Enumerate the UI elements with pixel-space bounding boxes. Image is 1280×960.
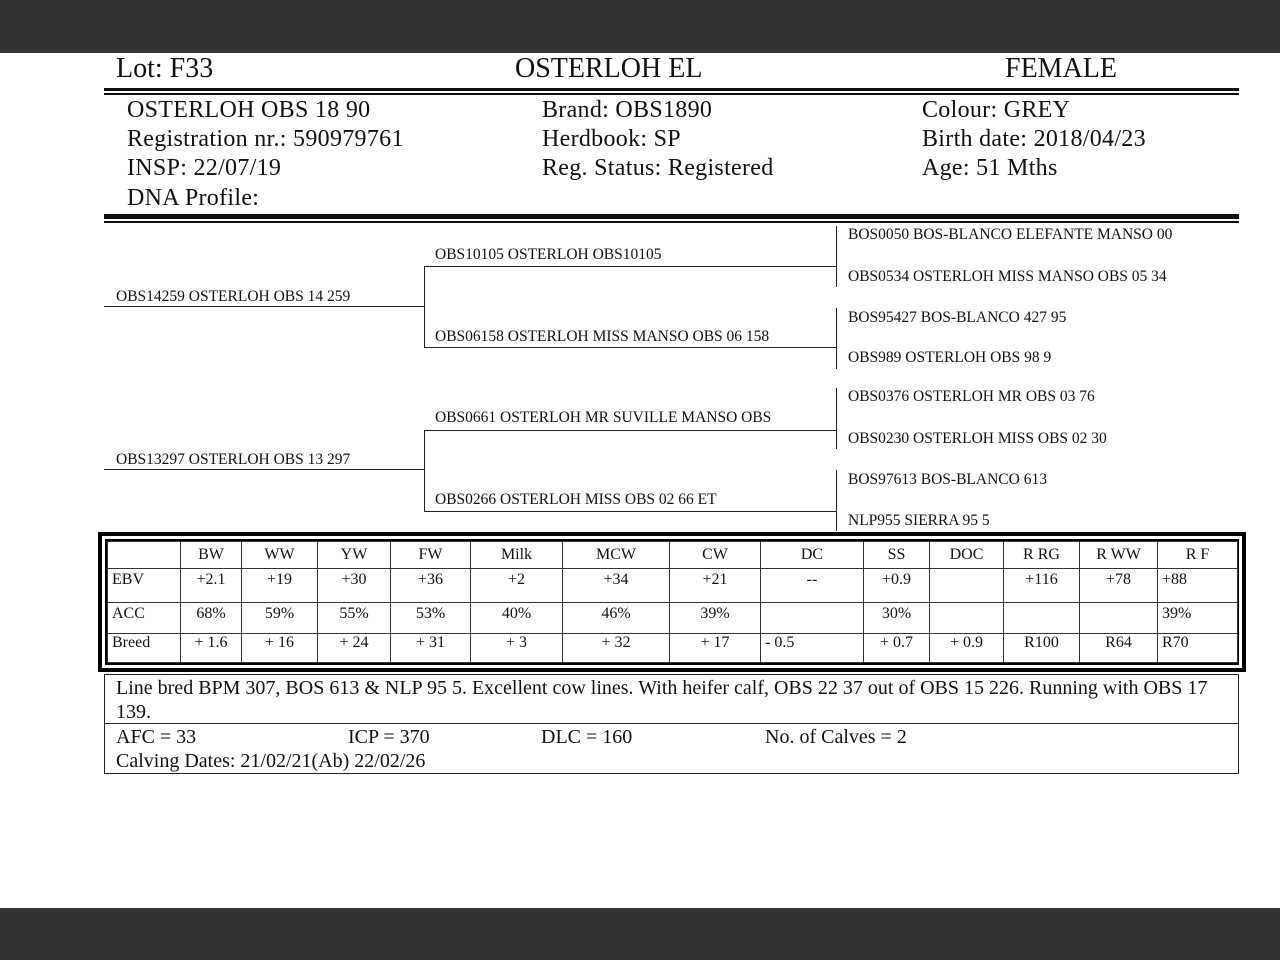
- animal-name: OSTERLOH OBS 18 90: [127, 97, 371, 123]
- table-cell: + 1.6: [181, 634, 242, 663]
- performance-header-row: [108, 542, 1238, 569]
- table-cell: + 24: [318, 634, 391, 663]
- table-cell: +78: [1080, 569, 1158, 603]
- dam-bracket: [424, 430, 425, 512]
- dlc-value: DLC = 160: [541, 726, 633, 748]
- table-cell: +36: [391, 569, 471, 603]
- dna-profile: DNA Profile:: [127, 185, 260, 211]
- table-cell: 30%: [864, 603, 930, 634]
- sire-line: [104, 306, 424, 307]
- header-rule: [104, 88, 1239, 91]
- ggp-1: BOS0050 BOS-BLANCO ELEFANTE MANSO 00: [848, 226, 1173, 243]
- sire-bracket: [424, 266, 425, 348]
- table-cell: 46%: [563, 603, 670, 634]
- calves-count: No. of Calves = 2: [765, 726, 907, 748]
- table-cell: + 17: [670, 634, 761, 663]
- ggp-6: OBS0230 OSTERLOH MISS OBS 02 30: [848, 430, 1107, 447]
- comments-divider: [104, 723, 1239, 724]
- row-label: EBV: [108, 569, 181, 603]
- ggp-bracket-1: [836, 226, 837, 287]
- ggp-bracket-3: [836, 388, 837, 449]
- header-cell: BW: [181, 542, 242, 569]
- afc-value: AFC = 33: [116, 726, 197, 748]
- ggp-4: OBS989 OSTERLOH OBS 98 9: [848, 349, 1052, 366]
- table-cell: +19: [242, 569, 318, 603]
- table-cell: 68%: [181, 603, 242, 634]
- table-cell: 39%: [1158, 603, 1238, 634]
- table-cell: + 32: [563, 634, 670, 663]
- ggp-bracket-2: [836, 308, 837, 369]
- pedigree-sire: OBS14259 OSTERLOH OBS 14 259: [116, 288, 351, 305]
- dam-dam-line: [424, 511, 836, 512]
- header-cell: FW: [391, 542, 471, 569]
- ggp-bracket-4: [836, 470, 837, 531]
- ggp-2: OBS0534 OSTERLOH MISS MANSO OBS 05 34: [848, 268, 1167, 285]
- header-cell: Milk: [471, 542, 563, 569]
- table-cell: + 0.7: [864, 634, 930, 663]
- table-cell: 55%: [318, 603, 391, 634]
- bottom-bar: [0, 908, 1280, 960]
- table-cell: [1004, 603, 1080, 634]
- registration-number: Registration nr.: 590979761: [127, 126, 404, 152]
- table-cell: --: [761, 569, 864, 603]
- registration-status: Reg. Status: Registered: [542, 155, 774, 181]
- table-row-acc: [108, 603, 1238, 634]
- top-bar: [0, 0, 1280, 53]
- sire-sire-line: [424, 266, 836, 267]
- ggp-5: OBS0376 OSTERLOH MR OBS 03 76: [848, 388, 1095, 405]
- table-cell: + 3: [471, 634, 563, 663]
- performance-table: [107, 541, 1238, 663]
- table-cell: 53%: [391, 603, 471, 634]
- table-cell: +116: [1004, 569, 1080, 603]
- ggp-8: NLP955 SIERRA 95 5: [848, 512, 990, 529]
- table-cell: R64: [1080, 634, 1158, 663]
- table-cell: 59%: [242, 603, 318, 634]
- header-cell: SS: [864, 542, 930, 569]
- herdbook: Herdbook: SP: [542, 126, 681, 152]
- table-cell: 40%: [471, 603, 563, 634]
- pedigree-dam-sire: OBS0661 OSTERLOH MR SUVILLE MANSO OBS: [435, 409, 772, 426]
- pedigree-dam: OBS13297 OSTERLOH OBS 13 297: [116, 451, 351, 468]
- header-cell: DOC: [930, 542, 1004, 569]
- table-row-breed: [108, 634, 1238, 663]
- header-cell: WW: [242, 542, 318, 569]
- table-cell: R100: [1004, 634, 1080, 663]
- row-label: ACC: [108, 603, 181, 634]
- icp-value: ICP = 370: [348, 726, 430, 748]
- table-cell: +21: [670, 569, 761, 603]
- dam-line: [104, 469, 424, 470]
- sex-label: FEMALE: [1005, 53, 1117, 84]
- table-cell: + 31: [391, 634, 471, 663]
- table-cell: +88: [1158, 569, 1238, 603]
- pedigree-dam-dam: OBS0266 OSTERLOH MISS OBS 02 66 ET: [435, 491, 717, 508]
- header-cell: DC: [761, 542, 864, 569]
- info-rule: [104, 214, 1239, 219]
- table-cell: + 0.9: [930, 634, 1004, 663]
- table-cell: R70: [1158, 634, 1238, 663]
- ggp-3: BOS95427 BOS-BLANCO 427 95: [848, 309, 1067, 326]
- row-label: Breed: [108, 634, 181, 663]
- ggp-7: BOS97613 BOS-BLANCO 613: [848, 471, 1047, 488]
- table-cell: [930, 569, 1004, 603]
- header-cell: R F: [1158, 542, 1238, 569]
- lot-number: Lot: F33: [116, 53, 214, 84]
- table-cell: + 16: [242, 634, 318, 663]
- header-cell: MCW: [563, 542, 670, 569]
- dam-sire-line: [424, 430, 836, 431]
- comment-text: Line bred BPM 307, BOS 613 & NLP 95 5. Excellent cow lines. With heifer calf, OBS 22 37 out of OBS 15 226. Running with OBS 17 139.: [116, 677, 1208, 723]
- table-cell: +2.1: [181, 569, 242, 603]
- table-cell: [930, 603, 1004, 634]
- pedigree-sire-sire: OBS10105 OSTERLOH OBS10105: [435, 246, 662, 263]
- brand: Brand: OBS1890: [542, 97, 713, 123]
- table-cell: [1080, 603, 1158, 634]
- header-cell: CW: [670, 542, 761, 569]
- table-cell: [761, 603, 864, 634]
- pedigree-sire-dam: OBS06158 OSTERLOH MISS MANSO OBS 06 158: [435, 328, 770, 345]
- birth-date: Birth date: 2018/04/23: [922, 126, 1146, 152]
- table-cell: +34: [563, 569, 670, 603]
- header-cell: R RG: [1004, 542, 1080, 569]
- table-cell: +2: [471, 569, 563, 603]
- table-cell: +30: [318, 569, 391, 603]
- header-cell: [108, 542, 181, 569]
- table-cell: 39%: [670, 603, 761, 634]
- table-row-ebv: [108, 569, 1238, 603]
- calving-dates: Calving Dates: 21/02/21(Ab) 22/02/26: [116, 750, 426, 772]
- header-rule-2: [104, 93, 1239, 95]
- sire-dam-line: [424, 347, 836, 348]
- header-cell: YW: [318, 542, 391, 569]
- colour: Colour: GREY: [922, 97, 1071, 123]
- age: Age: 51 Mths: [922, 155, 1058, 181]
- table-cell: - 0.5: [761, 634, 864, 663]
- farm-name: OSTERLOH EL: [515, 53, 703, 84]
- inspection-date: INSP: 22/07/19: [127, 155, 282, 181]
- table-cell: +0.9: [864, 569, 930, 603]
- header-cell: R WW: [1080, 542, 1158, 569]
- info-rule-2: [104, 221, 1239, 223]
